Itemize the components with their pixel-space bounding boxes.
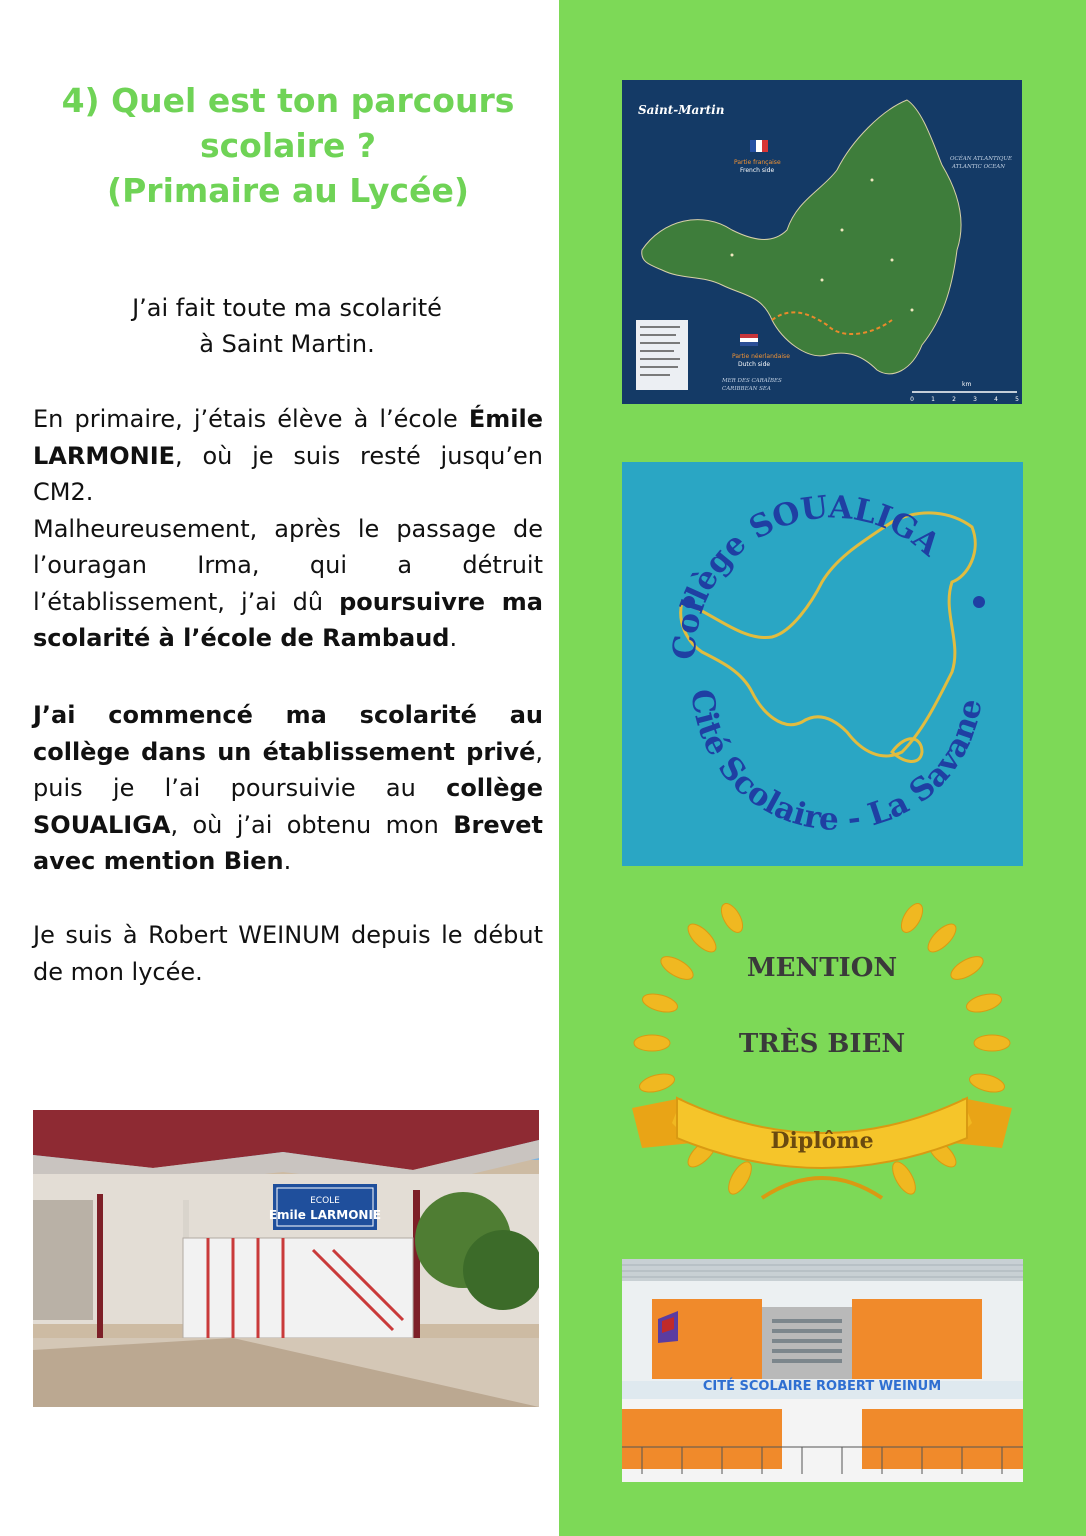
p2-text-3: . [283, 847, 292, 875]
map-scale-tick: 0 [910, 396, 914, 403]
college-bottom-text: Cité Scolaire - La Savane [683, 687, 990, 839]
mention-line-2: TRÈS BIEN [738, 1029, 906, 1059]
p2-bold-1: J’ai commencé ma scolarité au collège dans un établissement privé [33, 701, 543, 766]
college-top-text: Collège SOUALIGA [666, 489, 947, 661]
school-sign-line-1: ECOLE [310, 1196, 340, 1206]
p2-bold-college-name: collège SOUALIGA [33, 774, 543, 839]
robert-weinum-school-photo [622, 1259, 1023, 1482]
intro-text [33, 290, 541, 362]
p2-text-2: , où j’ai obtenu mon [170, 810, 454, 839]
map-scale-tick: 1 [931, 396, 935, 403]
p1-text-4: . [449, 624, 458, 652]
intro-line-2: à Saint Martin. [199, 330, 375, 358]
intro-line-1: J’ai fait toute ma scolarité [132, 294, 442, 322]
map-scale-tick: 2 [952, 396, 956, 403]
map-scale-unit: km [962, 381, 972, 388]
title-line-1: 4) Quel est ton parcours [61, 81, 515, 121]
map-sea-en: CARIBBEAN SEA [722, 386, 771, 392]
mention-ribbon-text: Diplôme [770, 1128, 874, 1154]
college-soualiga-logo-image [622, 462, 1023, 866]
title-line-2: scolaire ? [199, 126, 377, 166]
p1-bold-rambaud: poursuivre ma scolarité à l’école de Rambaud [33, 587, 543, 652]
map-french-side: Partie française [734, 159, 781, 166]
title-line-3: (Primaire au Lycée) [107, 171, 469, 211]
map-dutch-side-en: Dutch side [738, 361, 771, 368]
map-french-side-en: French side [740, 167, 775, 174]
map-title: Saint-Martin [638, 103, 725, 117]
p1-text-2: , où je suis resté jusqu’en CM2. [33, 441, 543, 506]
school-sign-line-2: Emile LARMONIE [268, 1208, 382, 1222]
map-scale-tick: 4 [994, 396, 998, 403]
weinum-banner-text: CITÉ SCOLAIRE ROBERT WEINUM [702, 1379, 942, 1394]
lycee-paragraph: Je suis à Robert WEINUM depuis le début de mon lycée. [33, 921, 543, 986]
college-paragraph [33, 697, 543, 880]
p1-text-3: Malheureusement, après le passage de l’ouragan Irma, qui a détruit l’établissement, j’ai dû [33, 514, 543, 616]
saint-martin-map-image [622, 80, 1022, 404]
primary-school-paragraph [33, 401, 543, 657]
mention-tres-bien-laurel-image [622, 898, 1022, 1228]
map-dutch-side: Partie néerlandaise [732, 353, 790, 360]
p2-bold-brevet: Brevet avec mention Bien [33, 810, 543, 875]
map-scale-tick: 5 [1015, 396, 1019, 403]
mention-line-1: MENTION [746, 953, 898, 983]
p1-bold-school-name: Émile LARMONIE [33, 405, 543, 470]
p2-text-1: , puis je l’ai poursuivie au [33, 737, 543, 802]
ecole-larmonie-photo [33, 1110, 539, 1407]
page-title [30, 78, 546, 213]
map-scale-tick: 3 [973, 396, 977, 403]
p1-text-1: En primaire, j’étais élève à l’école [33, 405, 469, 433]
map-ocean-en: ATLANTIC OCEAN [952, 164, 1006, 170]
map-sea: MER DES CARAÏBES [722, 378, 782, 384]
map-ocean: OCÉAN ATLANTIQUE [950, 156, 1013, 162]
